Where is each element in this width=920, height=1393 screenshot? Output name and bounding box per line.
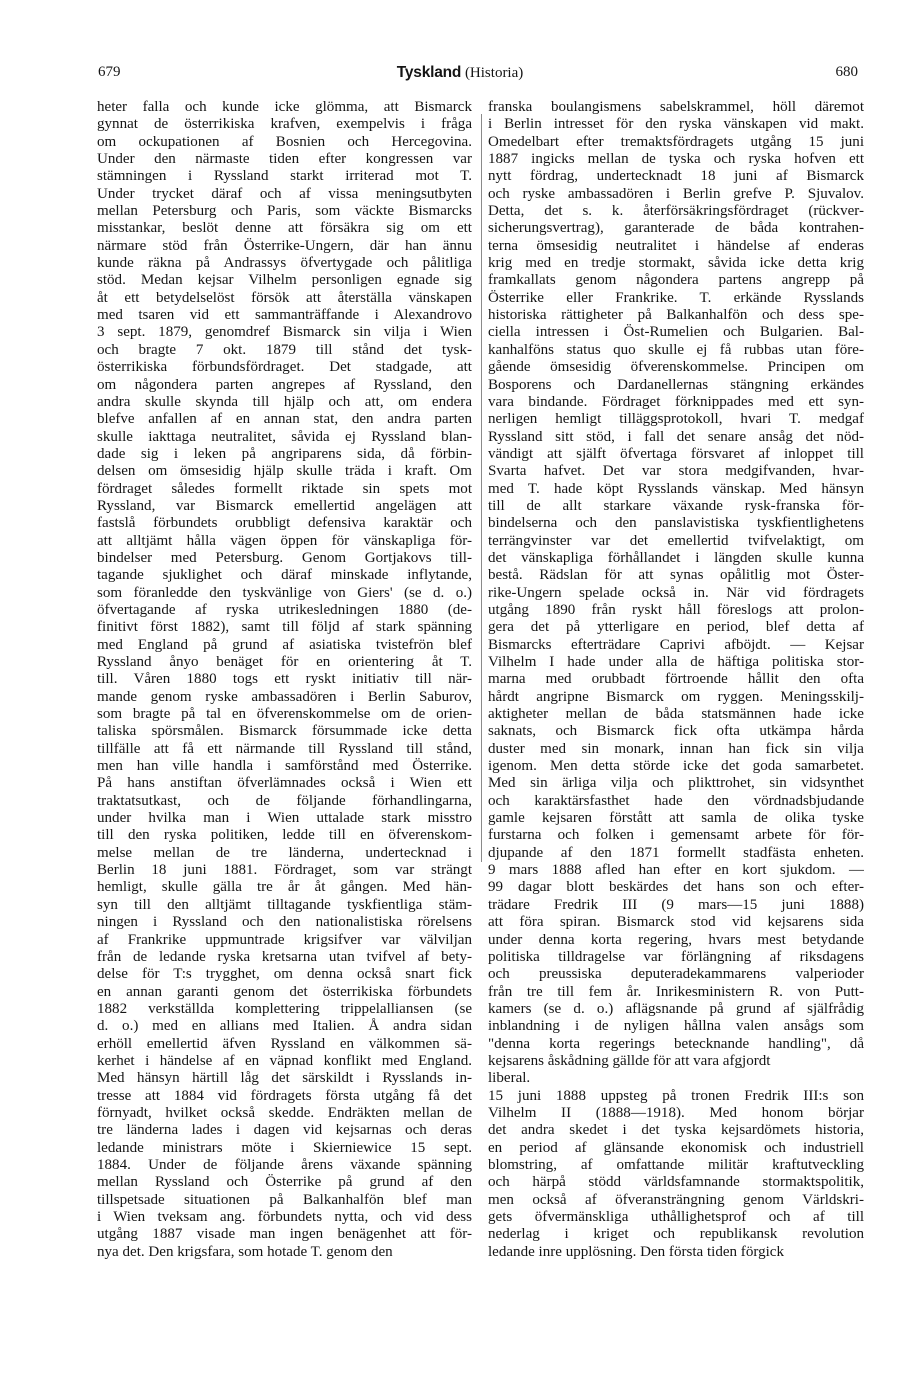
text-line: närmare stöd från Österrike-Ungern, där han ännu — [97, 237, 472, 254]
text-line: kamers (se d. o.) aflägsnande på grund af själfrådig — [488, 1000, 864, 1017]
text-line: i Berlin intresset för den ryska vänskapen vid makt. — [488, 116, 864, 133]
text-line: och ryske ambassadören i Berlin grefve P. Sjuvalov. — [488, 185, 864, 202]
text-line: österrikiska förbundsfördraget. Det stadgade, att — [97, 359, 472, 376]
text-line: men också af öfveransträngning genom Världskri- — [488, 1191, 864, 1208]
text-line: om ockupationen af Bosnien och Hercegovina. — [97, 133, 472, 150]
text-line: andra skulle skynda till hjälp och att, om endera — [97, 393, 472, 410]
text-line: Omedelbart efter tremaktsfördragets utgång 15 juni — [488, 133, 864, 150]
text-line: och karaktärsfasthet hade den vördnadsbjudande — [488, 792, 864, 809]
text-line: ciella intressen i Öst-Rumelien och Bulgarien. Bal- — [488, 324, 864, 341]
text-line: 1884. Under de följande årens växande spänning — [97, 1156, 472, 1173]
text-line: Ryssland ånyo benäget för en orientering åt T. — [97, 654, 472, 670]
text-line: tre länderna lades i dagen vid kejsarnas och deras — [97, 1122, 472, 1139]
text-line: med England på grund af asiatiska tvistefrön blef — [97, 636, 472, 653]
text-line: en annan garanti genom det österrikiska förbundets — [97, 983, 472, 1000]
text-line: nerligen hemligt tilläggsprotokoll, hvari T. medgaf — [488, 411, 864, 428]
text-line: fördraget således formellt riktade sin spets mot — [97, 480, 472, 497]
text-line: förnyadt, hvilket också skedde. Endräkten mellan de — [97, 1104, 472, 1121]
text-line: melse mellan de tre länderna, undertecknad i — [97, 844, 472, 861]
text-line: saknats, och Bismarck fick ofta utkämpa hårda — [488, 723, 864, 740]
text-line: vändigt att själft öfvertaga försvaret af inloppet till — [488, 445, 864, 462]
text-line: terrängvinster var det emellertid tvifvelaktigt, om — [488, 532, 864, 549]
text-line: Med hänsyn härtill låg det särskildt i Rysslands in- — [97, 1070, 472, 1087]
text-line: Detta, det s. k. återförsäkringsfördraget (rückver- — [488, 203, 864, 220]
text-line: 9 mars 1888 afled han efter en kort sjukdom. — — [488, 862, 864, 879]
text-line: d. o.) med en allians med Italien. Å andra sidan — [97, 1018, 472, 1035]
text-line: 3 sept. 1879, genomdref Bismarck sin vilja i Wien — [97, 324, 472, 341]
text-line: gera det på ytterligare en period, blef detta af — [488, 619, 864, 636]
text-line: taliska spörsmålen. Bismarck försummade icke detta — [97, 723, 472, 740]
text-line: Svarta hafvet. Det var stora medgifvanden, hvar- — [488, 463, 864, 480]
text-line: och bragte 7 okt. 1879 till stånd det tysk- — [97, 341, 472, 358]
text-line: tillspetsade situationen på Balkanhalfön blef man — [97, 1191, 472, 1208]
text-line: kunde räkna på Andrassys öfvertygade och pålitliga — [97, 255, 472, 272]
text-line: trädare Fredrik III (9 mars—15 juni 1888) — [488, 896, 864, 913]
page-header — [0, 64, 920, 86]
text-line: fastslå förbundets orubbligt defensiva karaktär och — [97, 515, 472, 532]
text-line: ledande ministrars möte i Skierniewice 15 sept. — [97, 1139, 472, 1156]
text-line: hemligt, skulle gälla tre år åt gången. Med hän- — [97, 879, 472, 896]
text-line: mellan Ryssland och Österrike på grund af den — [97, 1174, 472, 1191]
text-line: från tre till fem år. Inrikesministern R. von Putt- — [488, 983, 864, 1000]
text-line: "denna korta regerings betecknande handling", då — [488, 1035, 864, 1052]
text-line: kerhet i händelse af en väpnad konflikt med England. — [97, 1052, 472, 1069]
text-line: stöd. Medan kejsar Vilhelm personligen egnade sig — [97, 272, 472, 289]
text-line: dade sig i leken på angriparens sida, då förbin- — [97, 445, 472, 462]
text-line: finitivt först 1882), samt till följd af stark spänning — [97, 619, 472, 636]
text-line: under denna korta regering, hvars mest betydande — [488, 931, 864, 948]
text-line: bindelser med Petersburg. Genom Gortjakovs till- — [97, 549, 472, 566]
text-line: till. Våren 1880 togs ett ryskt initiativ till när- — [97, 671, 472, 688]
text-line: mande genom ryske ambassadören i Berlin Saburov, — [97, 688, 472, 705]
text-line: från de ledande ryska kretsarna utan tvifvel af bety- — [97, 948, 472, 965]
text-line: det andra skedet i det tyska kejsardömets historia, — [488, 1122, 864, 1139]
text-line: marna med orubbadt förtroende hållit den ofta — [488, 671, 864, 688]
text-line: heter falla och kunde icke glömma, att Bismarck — [97, 99, 472, 115]
running-title — [0, 64, 920, 82]
text-line: igenom. Men detta störde icke det goda samarbetet. — [488, 758, 864, 775]
text-line: misstankar, beslöt denne att försäkra sig om ett — [97, 220, 472, 237]
text-line: af Frankrike uppmuntrade krigsifver var välviljan — [97, 931, 472, 948]
text-line: Bosporens och Dardanellernas stängning erkändes — [488, 376, 864, 393]
text-line: gamle kejsaren förstått att samla de olika tyske — [488, 810, 864, 827]
text-line: till den ryska politiken, ledde till en öfverenskom- — [97, 827, 472, 844]
text-line: 1882 verkställda komplettering trippelalliansen (se — [97, 1000, 472, 1017]
text-line: ningen i Ryssland och den nationalistiska rörelsens — [97, 914, 472, 931]
text-line: som bragte på tal en öfverenskommelse om de orien- — [97, 706, 472, 723]
text-line: krig med en tredje stormakt, såvida icke detta krig — [488, 255, 864, 272]
text-line: inblandning i de nyligen hållna valen ansågs som — [488, 1018, 864, 1035]
running-title-subtitle: (Historia) — [464, 65, 524, 81]
text-line: om någondera parten angrepes af Ryssland, den — [97, 376, 472, 393]
text-line: djupande af den 1871 formellt stadfästa enheten. — [488, 844, 864, 861]
text-line: bindelserna och den panslavistiska tyskfientlighetens — [488, 515, 864, 532]
text-line: delsen om ömsesidig hjälp skulle träda i kraft. Om — [97, 463, 472, 480]
text-line: blefve anfallen af en annan stat, den andra parten — [97, 411, 472, 428]
text-line: med tsaren vid ett sammanträffande i Alexandrovo — [97, 307, 472, 324]
text-line: utgång 1890 från ryskt håll föreslogs att prolon- — [488, 601, 864, 618]
text-line: furstarna och folken i gemensamt arbete för för- — [488, 827, 864, 844]
page-number-right: 680 — [835, 64, 858, 80]
text-line: till de allt starkare växande rysk-franska för- — [488, 497, 864, 514]
text-line: med T. hade köpt Rysslands vänskap. Med hänsyn — [488, 480, 864, 497]
text-line: Under trycket däraf och af vissa meningsutbyten — [97, 185, 472, 202]
text-line: tresse att 1884 vid fördragets första utgång få det — [97, 1087, 472, 1104]
text-line: traktatsutkast, och de följande förhandlingarna, — [97, 792, 472, 809]
text-line: nya det. Den krigsfara, som hotade T. genom den — [97, 1243, 393, 1260]
text-line: sicherungsvertrag), garanterade de båda kontrahen- — [488, 220, 864, 237]
text-line: Bismarcks efterträdare Caprivi afböjdt. — Kejsar — [488, 636, 864, 653]
text-line: stämningen i Ryssland starkt irriterad mot T. — [97, 168, 472, 185]
text-line: Med sin ärliga vilja och plikttrohet, sin vidsynthet — [488, 775, 864, 792]
text-line: det vänskapliga förhållandet i längden skulle kunna — [488, 549, 864, 566]
text-line: att alltjämt hålla vägen öppen för vänskapliga för- — [97, 532, 472, 549]
text-line: som föranledde den tyskvänlige von Giers' (se d. o.) — [97, 584, 472, 601]
text-line: framkallats genom någondera partens angrepp på — [488, 272, 864, 289]
text-line: Vilhelm II (1888—1918). Med honom börjar — [488, 1104, 864, 1121]
text-line: öfvertagande af ryska utrikesledningen 1880 (de- — [97, 601, 472, 618]
text-line: kejsarens åskådning gällde för att vara afgjordt — [488, 1052, 771, 1069]
text-line: Berlin 18 juni 1881. Fördraget, som var strängt — [97, 862, 472, 879]
text-line: bestå. Rädslan för att synas opålitlig mot Öster- — [488, 567, 864, 584]
running-title-word: Tyskland — [396, 64, 462, 81]
text-line: gets öfvermänskliga uthållighetsprof och af till — [488, 1209, 864, 1225]
text-line: liberal. — [488, 1070, 531, 1087]
text-line: Vilhelm I hade under alla de häftiga politiska stor- — [488, 654, 864, 670]
text-line: skulle iakttaga neutralitet, såvida ej Ryssland blan- — [97, 428, 472, 445]
text-line: utgång 1887 visade man ingen benägenhet att för- — [97, 1226, 472, 1243]
right-column — [488, 99, 864, 1261]
text-line: 15 juni 1888 uppsteg på tronen Fredrik III:s son — [488, 1087, 864, 1104]
text-line: tagande sjuklighet och däraf minskade inflytande, — [97, 567, 472, 584]
text-line: erhöll emellertid äfven Ryssland en välkommen sä- — [97, 1035, 472, 1052]
column-divider — [481, 114, 482, 862]
text-line: åt ett betydelselöst försök att återställa vänskapen — [97, 289, 472, 306]
text-line: delse för T:s trygghet, om denna också snart fick — [97, 966, 472, 983]
text-line: en period af glänsande ekonomisk och industriell — [488, 1139, 864, 1156]
text-line: 99 dagar blott beskärdes det hans son och efter- — [488, 879, 864, 896]
text-line: ledande inre upplösning. Den första tiden förgick — [488, 1243, 784, 1260]
page-number-left: 679 — [98, 64, 121, 80]
text-line: tillfälle att få ett närmande till Ryssland till stånd, — [97, 740, 472, 757]
text-line: Under den närmaste tiden efter kongressen var — [97, 151, 472, 168]
text-line: historiska rättigheter på Balkanhalfön och dess spe- — [488, 307, 864, 324]
text-line: franska boulangismens sabelskrammel, höll däremot — [488, 99, 864, 115]
text-line: rike-Ungern spelade också in. När vid fördragets — [488, 584, 864, 601]
text-line: Ryssland, var Bismarck emellertid angelägen att — [97, 497, 472, 514]
text-line: Österrike eller Frankrike. T. erkände Rysslands — [488, 289, 864, 306]
text-line: politiska tilldragelse var förlängning af riksdagens — [488, 948, 864, 965]
text-line: aktigheter mellan de båda statsmännen hade icke — [488, 706, 864, 723]
text-line: och härpå stödd världsfamnande stormaktspolitik, — [488, 1174, 864, 1191]
text-line: nederlag i kriget och republikansk revolution — [488, 1226, 864, 1243]
text-line: och preussiska deputeradekammarens valperioder — [488, 966, 864, 983]
text-line: 1887 ingicks mellan de tyska och ryska hofven ett — [488, 151, 864, 168]
text-line: På hans anstiftan öfverlämnades också i Wien ett — [97, 775, 472, 792]
text-line: att föra spiran. Bismarck stod vid kejsarens sida — [488, 914, 864, 931]
text-line: under hvilka man i Wien uttalade stark misstro — [97, 810, 472, 827]
text-line: mellan Petersburg och Paris, som väckte Bismarcks — [97, 203, 472, 220]
text-line: Ryssland sitt stöd, i fall det senare ansåg det nöd- — [488, 428, 864, 445]
text-line: syn till den alltjämt tilltagande tyskfientliga stäm- — [97, 896, 472, 913]
text-line: terna ömsesidig neutralitet i händelse af enderas — [488, 237, 864, 254]
text-line: gynnat de österrikiska krafven, exempelvis i fråga — [97, 116, 472, 133]
text-line: hårdt angripne Bismarck om ryggen. Meningsskilj- — [488, 688, 864, 705]
text-line: blomstring, af omfattande militär kraftutveckling — [488, 1156, 864, 1173]
text-line: i Wien tveksam ang. förbundets nytta, och vid dess — [97, 1209, 472, 1225]
left-column — [97, 99, 472, 1261]
text-line: gående ömsesidig öfverenskommelse. Principen om — [488, 359, 864, 376]
text-line: kanhalföns status quo skulle ej få rubbas utan före- — [488, 341, 864, 358]
text-line: nytt fördrag, undertecknadt 18 juni af Bismarck — [488, 168, 864, 185]
text-line: duster med sin monark, innan han fick sin vilja — [488, 740, 864, 757]
text-line: vara bindande. Fördraget förknippades med ett syn- — [488, 393, 864, 410]
text-line: men han ville handla i samförstånd med Österrike. — [97, 758, 472, 775]
